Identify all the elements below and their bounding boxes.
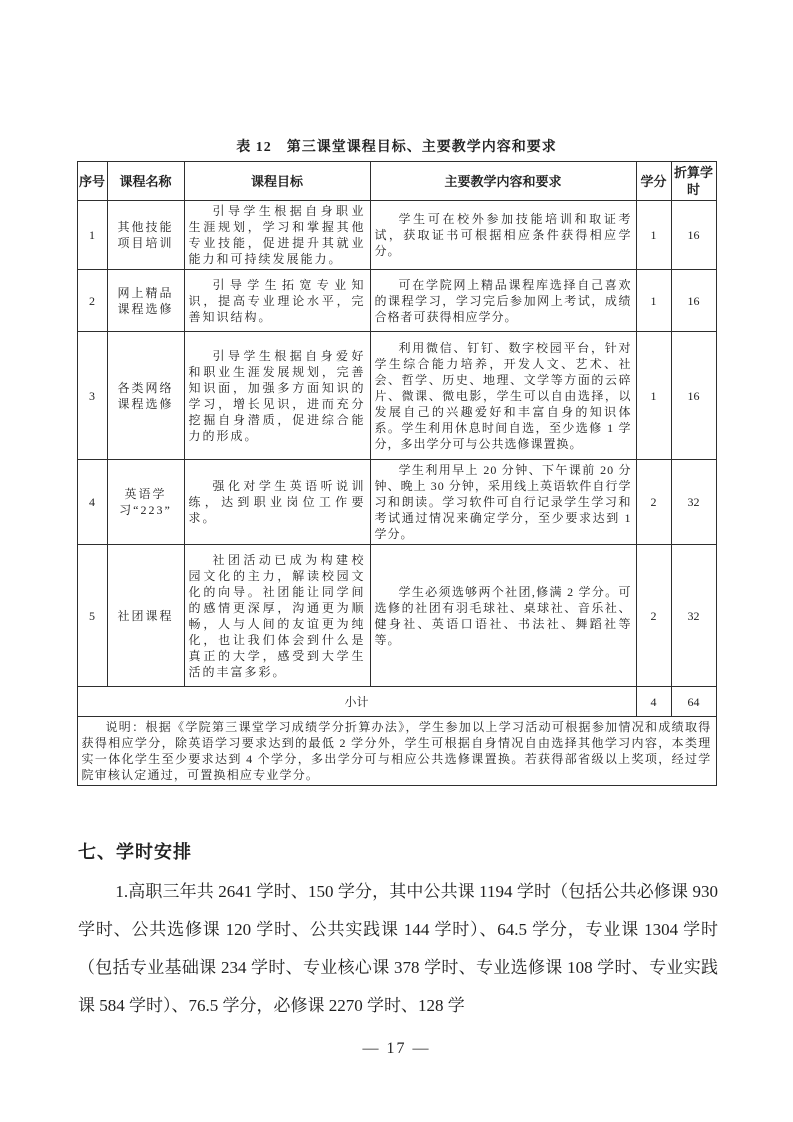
table-row <box>77 332 716 460</box>
col-header-content: 主要教学内容和要求 <box>370 162 636 201</box>
table-row <box>77 460 716 545</box>
cell-hours: 32 <box>671 545 716 687</box>
col-header-converted-hours: 折算学时 <box>671 162 716 201</box>
hours-arrangement-section <box>78 841 718 1025</box>
cell-content: 学生必须选够两个社团,修满 2 学分。可选修的社团有羽毛球社、桌球社、音乐社、健身社、英语口语社、书法社、舞蹈社等等。 <box>370 545 636 687</box>
subtotal-credits: 4 <box>636 687 671 717</box>
cell-credits: 1 <box>636 332 671 460</box>
cell-seq: 1 <box>77 201 107 270</box>
table-caption: 表 12 第三课堂课程目标、主要教学内容和要求 <box>236 140 557 155</box>
cell-seq: 2 <box>77 270 107 332</box>
table-header-row <box>77 162 716 201</box>
cell-objective: 引导学生拓宽专业知识，提高专业理论水平，完善知识结构。 <box>184 270 370 332</box>
cell-course-name: 英语学习“223” <box>107 460 184 545</box>
subtotal-label: 小计 <box>77 687 636 717</box>
cell-hours: 16 <box>671 201 716 270</box>
cell-seq: 5 <box>77 545 107 687</box>
table-note: 说明：根据《学院第三课堂学习成绩学分折算办法》，学生参加以上学习活动可根据参加情况和成绩取得获得相应学分，除英语学习要求达到的最低 2 学分外，学生可根据自身情况自由选择其他学习内容，本类理实一体化学生至少要求达到 4 个学分，多出学分可与相应公共选修课置换。若获得部省级以上奖项，经过学院审核认定通过，可置换相应专业学分。 <box>77 717 716 786</box>
cell-hours: 16 <box>671 270 716 332</box>
cell-objective: 强化对学生英语听说训练，达到职业岗位工作要求。 <box>184 460 370 545</box>
page-number: — 17 — <box>362 1040 431 1057</box>
cell-course-name: 其他技能项目培训 <box>107 201 184 270</box>
cell-objective: 社团活动已成为构建校园文化的主力，解读校园文化的向导。社团能让同学间的感情更深厚，沟通更为顺畅，人与人间的友谊更为纯化，也让我们体会到什么是真正的大学，感受到大学生活的丰富多彩。 <box>184 545 370 687</box>
col-header-course-name: 课程名称 <box>107 162 184 201</box>
cell-content: 利用微信、钉钉、数字校园平台，针对学生综合能力培养，开发人文、艺术、社会、哲学、历史、地理、文学等方面的云碎片、微课、微电影，学生可以自由选择，以发展自己的兴趣爱好和丰富自身的知识体系。学生利用休息时间自选，至少选修 1 学分，多出学分可与公共选修课置换。 <box>370 332 636 460</box>
cell-content: 学生利用早上 20 分钟、下午课前 20 分钟、晚上 30 分钟，采用线上英语软件自行学习和朗读。学习软件可自行记录学生学习和考试通过情况来确定学分，至少要求达到 1 学分。 <box>370 460 636 545</box>
cell-hours: 32 <box>671 460 716 545</box>
table-row <box>77 201 716 270</box>
section-heading: 七、学时安排 <box>78 842 192 862</box>
cell-objective: 引导学生根据自身职业生涯规划，学习和掌握其他专业技能，促进提升其就业能力和可持续发展能力。 <box>184 201 370 270</box>
cell-content: 学生可在校外参加技能培训和取证考试，获取证书可根据相应条件获得相应学分。 <box>370 201 636 270</box>
cell-objective: 引导学生根据自身爱好和职业生涯发展规划，完善知识面，加强多方面知识的学习，增长见识，进而充分挖掘自身潜质，促进综合能力的形成。 <box>184 332 370 460</box>
table-row <box>77 545 716 687</box>
cell-content: 可在学院网上精品课程库选择自己喜欢的课程学习，学习完后参加网上考试，成绩合格者可获得相应学分。 <box>370 270 636 332</box>
col-header-objective: 课程目标 <box>184 162 370 201</box>
cell-credits: 1 <box>636 201 671 270</box>
subtotal-row <box>77 687 716 717</box>
cell-hours: 16 <box>671 332 716 460</box>
cell-seq: 3 <box>77 332 107 460</box>
note-row <box>77 717 716 786</box>
cell-course-name: 网上精品课程选修 <box>107 270 184 332</box>
col-header-seq: 序号 <box>77 162 107 201</box>
col-header-credits: 学分 <box>636 162 671 201</box>
body-paragraph: 1.高职三年共 2641 学时、150 学分，其中公共课 1194 学时（包括公共必修课 930 学时、公共选修课 120 学时、公共实践课 144 学时）、64.5 学分，专业课 1304 学时（包括专业基础课 234 学时、专业核心课 378 学时、专业选修课 108 学时、专业实践课 584 学时）、76.5 学分，必修课 2270 学时、128 学 <box>78 882 718 1015</box>
cell-course-name: 各类网络课程选修 <box>107 332 184 460</box>
cell-credits: 2 <box>636 545 671 687</box>
cell-credits: 1 <box>636 270 671 332</box>
cell-seq: 4 <box>77 460 107 545</box>
cell-course-name: 社团课程 <box>107 545 184 687</box>
third-classroom-course-table <box>77 161 717 786</box>
subtotal-hours: 64 <box>671 687 716 717</box>
table-row <box>77 270 716 332</box>
cell-credits: 2 <box>636 460 671 545</box>
